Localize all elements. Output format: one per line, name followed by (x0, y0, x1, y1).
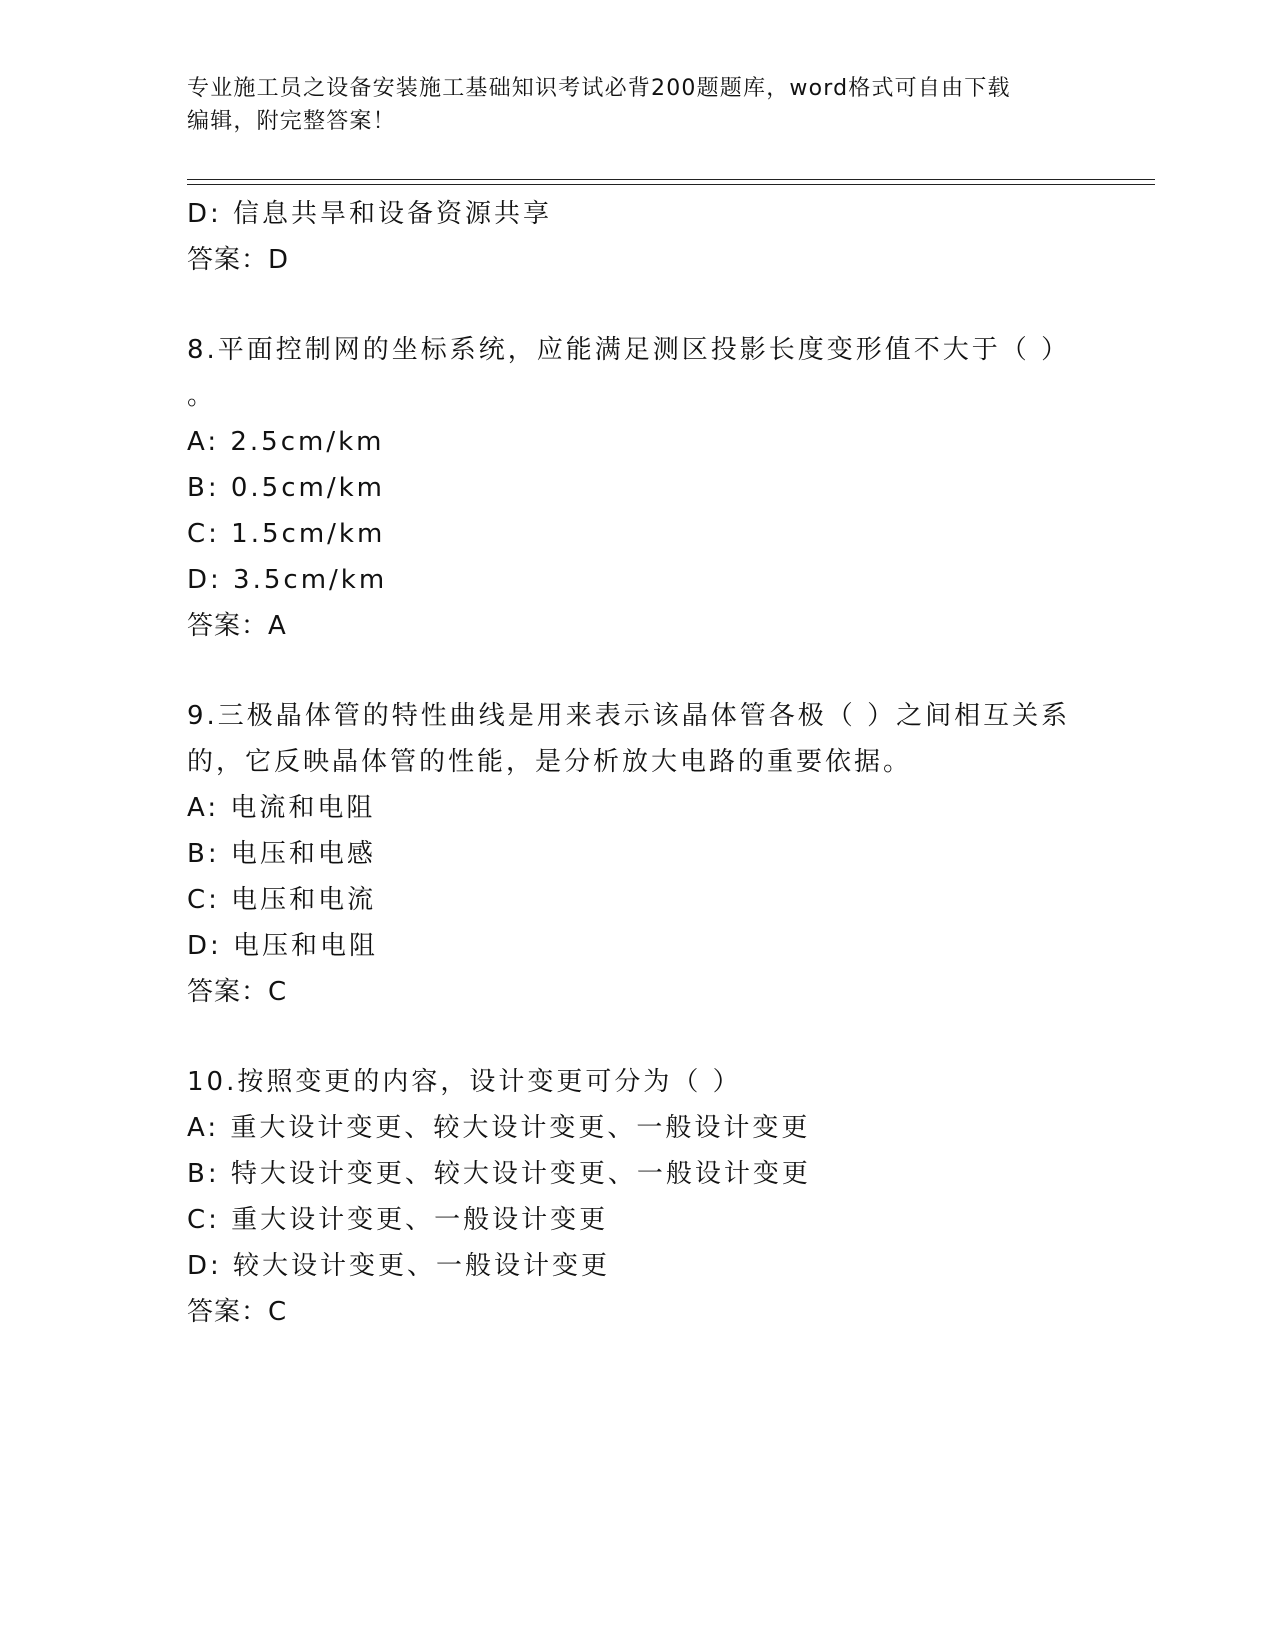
option-a: A: 重大设计变更、较大设计变更、一般设计变更 (187, 1113, 811, 1143)
question-block-9 (187, 693, 1087, 1015)
spacer (187, 1015, 1087, 1059)
question-block-8 (187, 327, 1087, 649)
question-stem: 10.按照变更的内容，设计变更可分为（ ） (187, 1067, 742, 1097)
option-c: C: 重大设计变更、一般设计变更 (187, 1205, 609, 1235)
question-stem: 8.平面控制网的坐标系统，应能满足测区投影长度变形值不大于（ ） (187, 335, 1071, 365)
header-divider-top (187, 179, 1155, 180)
option-d: D: 较大设计变更、一般设计变更 (187, 1251, 611, 1281)
question-content (187, 191, 1087, 1335)
option-d: D: 电压和电阻 (187, 931, 379, 961)
question-stem: 9.三极晶体管的特性曲线是用来表示该晶体管各极（ ）之间相互关系 (187, 701, 1071, 731)
option-a: A: 电流和电阻 (187, 793, 376, 823)
spacer (187, 649, 1087, 693)
fragment-answer: 答案：D (187, 245, 290, 275)
question-stem-continued: 的，它反映晶体管的性能，是分析放大电路的重要依据。 (187, 747, 913, 777)
option-c: C: 电压和电流 (187, 885, 377, 915)
option-a: A: 2.5cm/km (187, 427, 385, 457)
answer-line: 答案：C (187, 977, 288, 1007)
header-title-line-2: 编辑，附完整答案！ (187, 109, 396, 134)
option-b: B: 0.5cm/km (187, 473, 385, 503)
question-block-10 (187, 1059, 1087, 1335)
fragment-option-d: D: 信息共旱和设备资源共享 (187, 199, 553, 229)
header-divider-bottom (187, 184, 1155, 185)
option-b: B: 特大设计变更、较大设计变更、一般设计变更 (187, 1159, 811, 1189)
option-d: D: 3.5cm/km (187, 565, 388, 595)
spacer (187, 283, 1087, 327)
question-stem-continued: 。 (187, 381, 217, 411)
header-title-line-1: 专业施工员之设备安装施工基础知识考试必背200题题库，word格式可自由下载 (187, 76, 1011, 101)
option-c: C: 1.5cm/km (187, 519, 386, 549)
answer-line: 答案：C (187, 1297, 288, 1327)
answer-line: 答案：A (187, 611, 287, 641)
option-b: B: 电压和电感 (187, 839, 376, 869)
document-header (187, 72, 1087, 138)
